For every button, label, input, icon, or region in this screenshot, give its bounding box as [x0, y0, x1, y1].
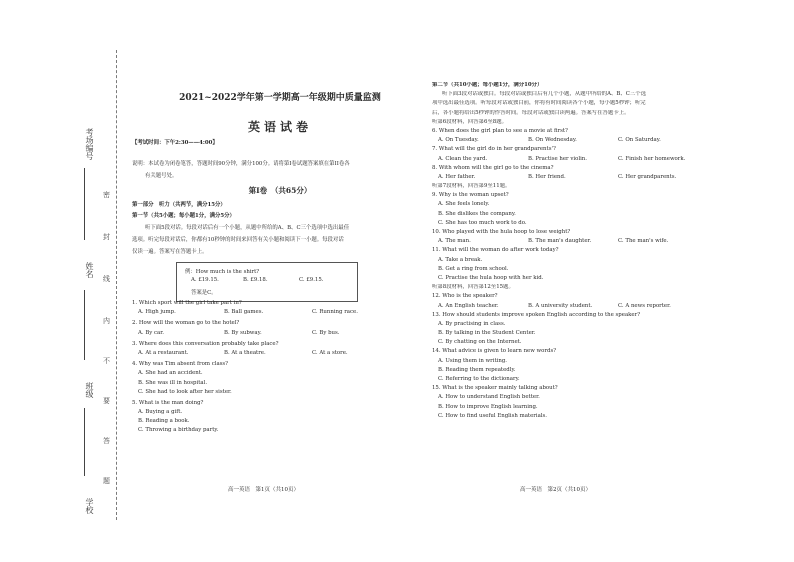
option: B. By subway.: [224, 329, 262, 336]
option: A. She had an accident.: [138, 370, 203, 377]
paper-title: 英语试卷: [247, 120, 312, 134]
question: 8. With whom will the girl go to the cinema?: [432, 164, 554, 171]
option: B. By talking in the Student Center.: [438, 330, 536, 337]
subsection-title: 第二节（共10小题；每小题1分，满分10分）: [432, 82, 543, 88]
option: B. Ball games.: [224, 309, 264, 316]
option: B. Practise her violin.: [528, 155, 587, 162]
question: 1. Which sport will the girl take part in?: [132, 300, 242, 306]
seal-char: 内: [103, 317, 110, 325]
exam-header: 2021~2022学年第一学期高一年级期中质量监测: [179, 93, 381, 103]
page-footer: 高一英语 第2页（共10页）: [520, 487, 591, 493]
exam-time: 【考试时间：下午2:30——4:00】: [132, 140, 218, 146]
option: B. Her friend.: [528, 173, 566, 180]
option: C. She had to look after her sister.: [138, 388, 232, 395]
example-answer: 答案是C。: [191, 290, 217, 296]
option: C. Referring to the dictionary.: [438, 376, 520, 382]
question: 14. What advice is given to learn new words?: [432, 348, 557, 355]
seal-char: 封: [103, 233, 110, 241]
question: 11. What will the woman do after work today?: [432, 247, 559, 254]
example-question: 例：How much is the shirt?: [185, 269, 260, 275]
seal-char: 密: [103, 191, 110, 199]
option: C. Throwing a birthday party.: [138, 427, 219, 434]
listening-note: 听第8段材料，回答第12至15题。: [432, 284, 514, 291]
listening-note: 听第7段材料，回答第9至11题。: [432, 183, 511, 190]
instruction-line: 项中选出最佳选项。听每段对话或独白前，你将有时间阅读各个小题，每小题5秒钟；听完: [432, 100, 646, 107]
school-no-blank: [84, 168, 85, 240]
notice-line: 有关题号处。: [145, 173, 178, 179]
option: A. Clean the yard.: [438, 155, 488, 162]
option: B. Reading them repeatedly.: [438, 366, 516, 373]
option: A. She feels lonely.: [438, 201, 490, 208]
instruction-line: 选项。听完每段对话后，你都有10秒钟的时间来回答有关小题和阅读下一小题。每段对话: [132, 237, 344, 243]
option: A. How to understand English better.: [438, 394, 540, 401]
option: C. She has too much work to do.: [438, 219, 527, 226]
school-label: 学校: [85, 498, 94, 514]
options: [432, 137, 694, 146]
part-title: 第一部分 听力（共两节，满分15分）: [132, 202, 226, 208]
options: [132, 330, 410, 339]
seal-char: 线: [103, 275, 110, 283]
options: [432, 174, 694, 183]
option: A. Using them in writing.: [438, 357, 507, 364]
option: C. By bus.: [312, 329, 340, 336]
option: C. At a store.: [312, 349, 348, 356]
question: 10. Who played with the hula hoop to lose weight?: [432, 229, 571, 235]
option: A. An English teacher.: [438, 302, 499, 309]
name-label: 姓名: [85, 262, 94, 278]
question: 2. How will the woman go to the hotel?: [132, 320, 240, 327]
option: C. Finish her homework.: [618, 155, 686, 162]
option: C. Practise the hula hoop with her kid.: [438, 274, 544, 281]
option: C. Running race.: [312, 309, 358, 316]
question: 15. What is the speaker mainly talking about?: [432, 385, 558, 392]
option: B. She was ill in hospital.: [138, 379, 208, 386]
instruction-line: 听下面5段对话。每段对话后有一个小题，从题中所给的A、B、C三个选项中选出最佳: [145, 225, 350, 231]
question: 5. What is the man doing?: [132, 399, 204, 406]
question: 9. Why is the woman upset?: [432, 192, 509, 199]
options: [132, 350, 410, 359]
binding-dashed-line: [116, 50, 117, 520]
option: C. Her grandparents.: [618, 173, 677, 180]
seal-char: 要: [103, 397, 110, 405]
option: A. By practising in class.: [438, 320, 506, 327]
option: B. The man's daughter.: [528, 238, 592, 245]
class-blank: [84, 408, 85, 476]
option: A. Buying a gift.: [138, 409, 183, 416]
page1-questions: [132, 300, 410, 437]
option: C. On Saturday.: [618, 137, 661, 144]
option: B. A university student.: [528, 302, 593, 309]
section-title: 第I卷 （共65分）: [248, 186, 312, 195]
instruction-line: 后，各小题将给出5秒钟的作答时间。每段对话或独白读两遍。答案写在答题卡上。: [432, 109, 630, 116]
option: B. Get a ring from school.: [438, 265, 509, 272]
option: A. On Tuesday.: [438, 137, 479, 144]
option: A. Take a break.: [438, 256, 483, 263]
page2-content: [432, 82, 694, 422]
option: C. The man's wife.: [618, 238, 669, 245]
example-option: A. £19.15.: [191, 277, 219, 283]
class-label: 班级: [85, 382, 94, 398]
option: C. How to find useful English materials.: [438, 412, 547, 419]
option: A. Her father.: [438, 173, 476, 180]
example-box: [176, 262, 358, 302]
seal-char: 不: [103, 357, 110, 365]
instruction-line: 仅读一遍。答案写在答题卡上。: [132, 249, 208, 255]
question: 12. Who is the speaker?: [432, 293, 498, 300]
options: [432, 156, 694, 165]
option: B. At a theatre.: [224, 349, 266, 356]
page-footer: 高一英语 第1页（共10页）: [228, 487, 299, 493]
option: B. Reading a book.: [138, 418, 190, 425]
option: B. How to improve English learning.: [438, 403, 538, 410]
instruction-line: 听下面3段对话或独白。每段对话或独白后有几个小题，从题中所给的A、B、C三个选: [442, 91, 647, 98]
options: [432, 238, 694, 247]
question: 4. Why was Tim absent from class?: [132, 361, 229, 368]
subsection-title: 第一节（共5小题；每小题1分，满分5分）: [132, 213, 235, 219]
option: A. The man.: [438, 238, 471, 245]
question: 3. Where does this conversation probably take place?: [132, 340, 279, 347]
option: A. By car.: [138, 329, 164, 336]
notice-line: 说明：本试卷为闭卷笔答，答题时间90分钟，满分100分。请将第I卷试题答案填在第II卷各: [132, 161, 350, 167]
seal-char: 答: [103, 437, 110, 445]
options: [432, 303, 694, 312]
school-no-label: 考场编号: [85, 128, 94, 160]
option: B. She dislikes the company.: [438, 210, 516, 217]
options: [132, 309, 410, 318]
option: A. At a restaurant.: [138, 349, 189, 356]
example-option: C. £9.15.: [299, 277, 324, 283]
question: 7. What will the girl do in her grandparents'?: [432, 146, 556, 153]
example-option: B. £9.18.: [243, 277, 268, 283]
seal-char: 题: [103, 477, 110, 485]
option: B. On Wednesday.: [528, 137, 577, 144]
name-blank: [84, 290, 85, 360]
option: C. A news reporter.: [618, 302, 671, 309]
question: 13. How should students improve spoken English according to the speaker?: [432, 311, 641, 318]
option: A. High jump.: [138, 309, 176, 316]
option: C. By chatting on the Internet.: [438, 339, 522, 346]
question: 6. When does the girl plan to see a movie at first?: [432, 127, 568, 134]
listening-note: 听第6段材料，回答第6至8题。: [432, 118, 507, 125]
